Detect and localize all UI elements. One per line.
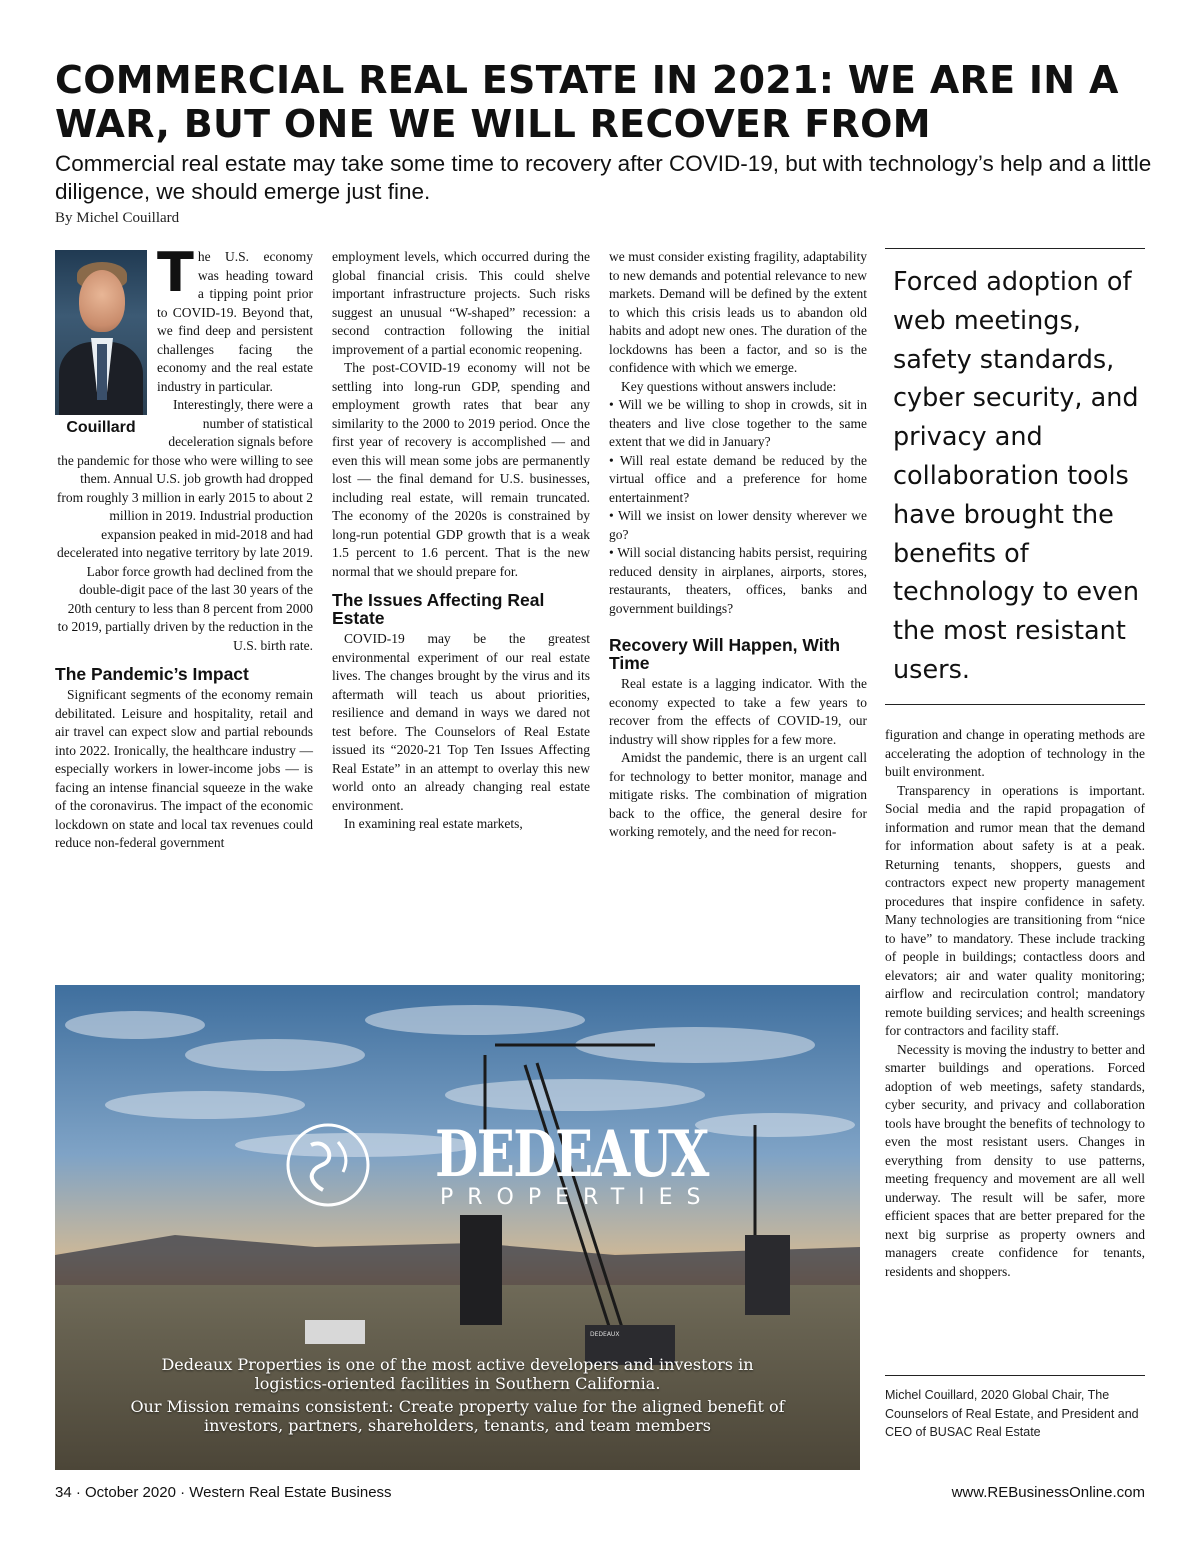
article-title: COMMERCIAL REAL ESTATE IN 2021: WE ARE IN A WAR, BUT ONE WE WILL RECOVER FROM [55, 58, 1119, 146]
bullet-item: • Will real estate demand be reduced by the virtual office and a preference for home entertainment? [609, 452, 867, 505]
section-heading: The Issues Affecting Real Estate [332, 590, 545, 628]
article-column-2 [332, 248, 590, 834]
article-subtitle: Commercial real estate may take some time to recovery after COVID-19, but with technology’s help and a little diligence, we should emerge just fine. [55, 151, 1152, 204]
paragraph: we must consider existing fragility, adaptability to new demands and potential relevance to new markets. Demand will be defined by the extent to which this crisis leads us to abandon old habits and adopt new ones. The duration of the lockdowns has been a factor, and so is the confidence with which we emerge. [609, 249, 867, 375]
footer-website-link[interactable]: www.REBusinessOnline.com [951, 1484, 1145, 1501]
paragraph: In examining real estate markets, [344, 816, 523, 831]
ad-brand-name: DEDEAUX [435, 1117, 708, 1192]
article-column-1 [55, 241, 313, 853]
paragraph: employment levels, which occurred during the global financial crisis. This could shelve important infrastructure projects. Such risks suggest an unusual “W-shaped” recession: a second contraction following the initial improvement of a partial economic reopening. [332, 249, 590, 357]
paragraph: Interestingly, there were a number of statistical deceleration signals before the pandemic for those who were willing to see them. Annual U.S. job growth had dropped from roughly 3 million in early 2015 to about 2 million in 2019. Industrial production expansion peaked in mid-2018 and had decelerated into negative territory by late 2019. Labor force growth had declined from the double-digit pace of the last 30 years of the 20th century to less than 8 percent from 2000 to 2019, partially driven by the reduction in the U.S. birth rate. [56, 397, 313, 653]
bullet-item: • Will we insist on lower density wherever we go? [609, 508, 867, 542]
pull-quote: Forced adoption of web meetings, safety standards, cyber security, and privacy and collaboration tools have brought the benefits of technology to even the most resistant users. [885, 248, 1145, 705]
photo-caption: Couillard [66, 419, 136, 436]
paragraph: Necessity is moving the industry to better and smarter buildings and operations. Forced adoption of web meetings, safety standards, cyber security, and privacy and collaboration tools have brought the benefits of technology to even the most resistant users. Changes in everything from density to use patterns, meeting frequency and movement are all well underway. The result will be safer, more efficient spaces that are better prepared for the next big surprise as property owners and managers create confidence for tenants, residents and shoppers. [885, 1041, 1145, 1279]
article-column-3 [609, 248, 867, 842]
paragraph: The U.S. economy was heading toward a tipping point prior to COVID-19. Beyond that, we find deep and persistent challenges facing the economy and the real estate industry in particular. [157, 241, 313, 394]
byline: By Michel Couillard [55, 210, 180, 226]
paragraph: Real estate is a lagging indicator. With the economy expected to take a few years to recover from the effects of COVID-19, our industry will show ripples for a few more. [609, 676, 867, 747]
dedeaux-advertisement[interactable] [55, 985, 860, 1470]
article-column-4 [885, 726, 1145, 1281]
paragraph: Key questions without answers include: [621, 378, 837, 394]
ad-mission: Our Mission remains consistent: Create property value for the aligned benefit of investors, partners, shareholders, tenants, and team members [130, 1397, 785, 1435]
paragraph: COVID-19 may be the greatest environmental experiment of our real estate lives. The changes brought by the virus and its aftermath will teach us about priorities, resilience and demand in ways we dared not test before. The Counselors of Real Estate issued its “2020-21 Top Ten Issues Affecting Real Estate” in an attempt to overlay this new world onto an already changing real estate environment. [332, 631, 590, 813]
paragraph: Amidst the pandemic, there is an urgent call for technology to better monitor, manage and mitigate risks. The combination of migration back to the office, the general desire for working remotely, and the need for recon- [609, 750, 867, 839]
bullet-item: • Will social distancing habits persist, requiring reduced density in airplanes, airports, stores, restaurants, theaters, offices, banks and government buildings? [609, 545, 867, 616]
ad-brand-subtitle: PROPERTIES [440, 1185, 715, 1210]
section-heading: Recovery Will Happen, With Time [609, 635, 841, 673]
paragraph: The post-COVID-19 economy will not be settling into long-run GDP, spending and employment growth rates that bear any similarity to the 2000 to 2019 period. Once the first year of recovery is accomplished — and even this will mean some jobs are permanently lost — the final demand for U.S. businesses, including real estate, will remain truncated. The economy of the 2020s is constrained by long-run potential GDP growth that is a weak 1.5 percent to 1.6 percent. That is the new normal that we should prepare for. [332, 360, 590, 579]
ad-description: Dedeaux Properties is one of the most active developers and investors in logistics-oriented facilities in Southern California. [161, 1355, 754, 1393]
paragraph: Transparency in operations is important. Social media and the rapid propagation of information and rumor mean that the demand for information about safety is at a peak. Returning tenants, shoppers, guests and contractors expect new property management procedures that inspire confidence in safety. Many technologies are transitioning from “nice to have” to mandatory. These include tracking of people in buildings; contactless doors and elevators; air and water quality monitoring; airflow and recirculation control; mandatory remote building services; and health screenings for contractors and facility staff. [885, 782, 1145, 1038]
globe-logo-icon [283, 1120, 373, 1210]
section-heading: The Pandemic’s Impact [55, 664, 249, 684]
author-photo [55, 250, 147, 415]
drop-cap: T [157, 241, 194, 304]
author-photo-block [55, 250, 147, 440]
bullet-item: • Will we be willing to shop in crowds, sit in theaters and live close together to the same extent that we did in January? [609, 397, 867, 449]
footer-page-info: 34 · October 2020 · Western Real Estate Business [55, 1484, 392, 1501]
crane-sign: DEDEAUX [590, 1331, 620, 1338]
paragraph: Significant segments of the economy remain debilitated. Leisure and hospitality, retail and air travel can expect slow and partial rebounds into 2022. Ironically, the healthcare industry — especially workers in lower-income jobs — is facing an intense financial squeeze in the wake of the coronavirus. The impact of the economic lockdown on state and local tax revenues could reduce non-federal government [55, 687, 313, 850]
author-bio: Michel Couillard, 2020 Global Chair, The Counselors of Real Estate, and President and CEO of BUSAC Real Estate [885, 1375, 1145, 1442]
paragraph: figuration and change in operating methods are accelerating the adoption of technology in the built environment. [885, 727, 1145, 779]
